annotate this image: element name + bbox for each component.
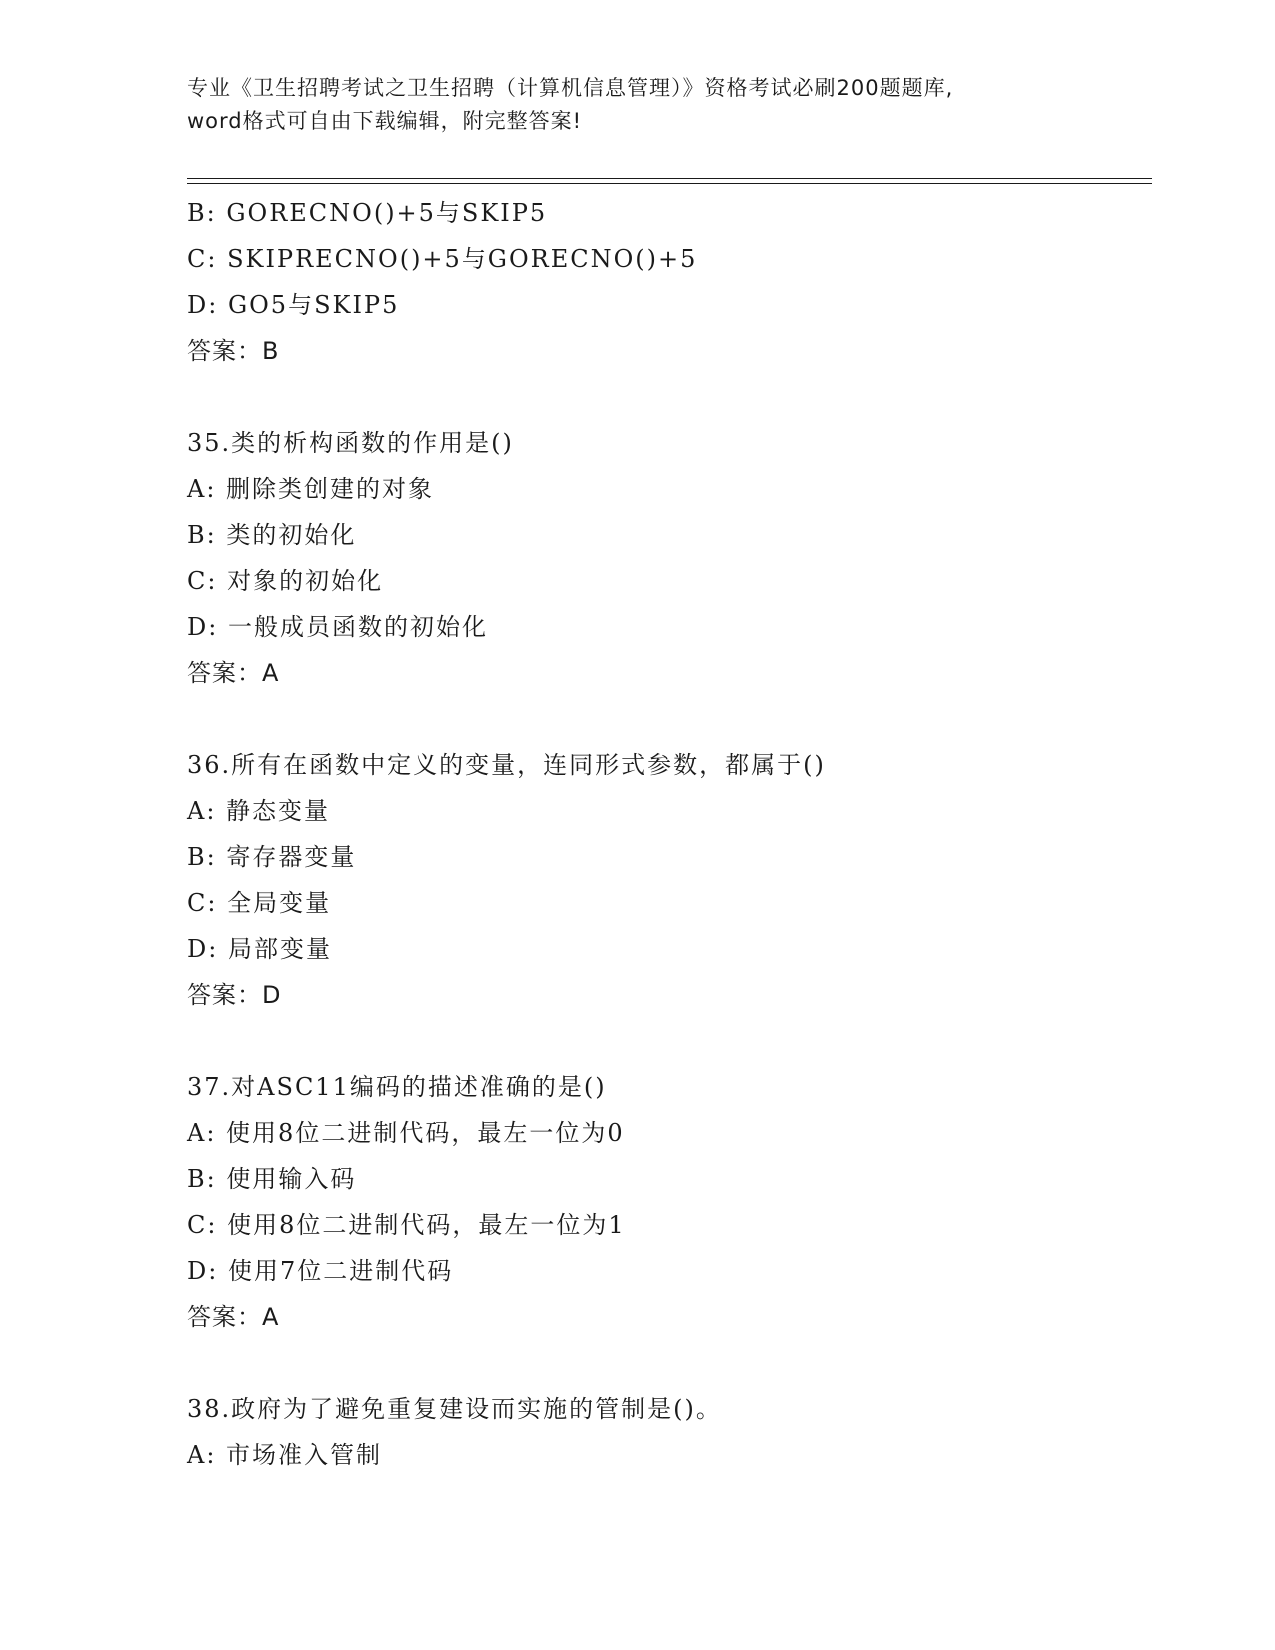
spacer bbox=[187, 374, 1147, 420]
option-a: A: 删除类创建的对象 bbox=[187, 475, 435, 503]
option-b: B: 类的初始化 bbox=[187, 521, 357, 549]
question-stem: 38.政府为了避免重复建设而实施的管制是()。 bbox=[187, 1395, 722, 1423]
header-divider-top bbox=[187, 178, 1152, 179]
header-line-2: word格式可自由下载编辑，附完整答案! bbox=[187, 109, 583, 133]
question-35 bbox=[187, 420, 1147, 696]
option-b: B: 使用输入码 bbox=[187, 1165, 357, 1193]
answer: 答案：A bbox=[187, 1303, 280, 1331]
option-a: A: 使用8位二进制代码，最左一位为0 bbox=[187, 1119, 625, 1147]
option-c: C: 对象的初始化 bbox=[187, 567, 384, 595]
spacer bbox=[187, 696, 1147, 742]
header-line-1: 专业《卫生招聘考试之卫生招聘（计算机信息管理）》资格考试必刷200题题库, bbox=[187, 76, 954, 100]
question-stem: 35.类的析构函数的作用是() bbox=[187, 429, 514, 457]
option-b: B: 寄存器变量 bbox=[187, 843, 357, 871]
option-d: D: 一般成员函数的初始化 bbox=[187, 613, 488, 641]
question-34-continued bbox=[187, 190, 1147, 374]
option-a: A: 市场准入管制 bbox=[187, 1441, 383, 1469]
question-stem: 36.所有在函数中定义的变量，连同形式参数，都属于() bbox=[187, 751, 826, 779]
option-d: D: 局部变量 bbox=[187, 935, 332, 963]
option-d: D: 使用7位二进制代码 bbox=[187, 1257, 454, 1285]
option-c: C: 使用8位二进制代码，最左一位为1 bbox=[187, 1211, 626, 1239]
option-a: A: 静态变量 bbox=[187, 797, 331, 825]
spacer bbox=[187, 1018, 1147, 1064]
document-header bbox=[187, 72, 1087, 138]
option-b: B: GORECNO()+5与SKIP5 bbox=[187, 199, 548, 227]
question-stem: 37.对ASC11编码的描述准确的是() bbox=[187, 1073, 607, 1101]
question-36 bbox=[187, 742, 1147, 1018]
option-c: C: 全局变量 bbox=[187, 889, 332, 917]
option-d: D: GO5与SKIP5 bbox=[187, 291, 400, 319]
question-37 bbox=[187, 1064, 1147, 1340]
answer: 答案：B bbox=[187, 337, 280, 365]
question-list bbox=[187, 190, 1147, 1478]
answer: 答案：D bbox=[187, 981, 282, 1009]
header-divider-bottom bbox=[187, 183, 1152, 184]
answer: 答案：A bbox=[187, 659, 280, 687]
spacer bbox=[187, 1340, 1147, 1386]
question-38 bbox=[187, 1386, 1147, 1478]
option-c: C: SKIPRECNO()+5与GORECNO()+5 bbox=[187, 245, 698, 273]
